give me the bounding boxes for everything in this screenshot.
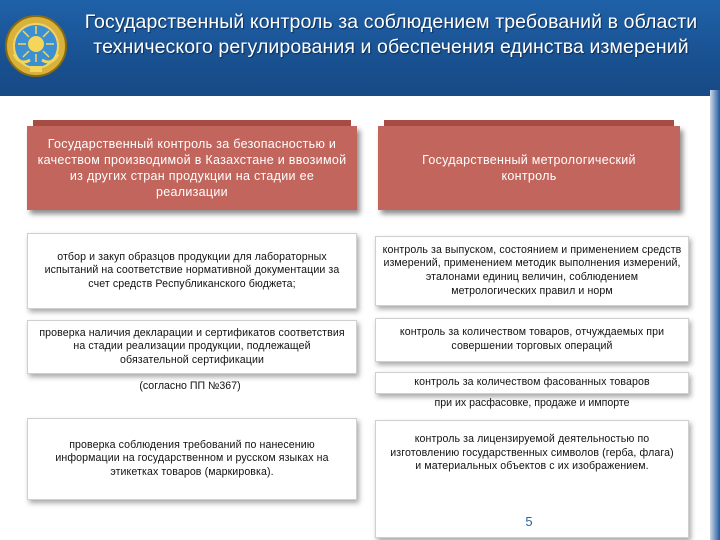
left-item-3-text: проверка соблюдения требований по нанесению информации на государственном и русском языках на этикетках товаров (маркировка). xyxy=(55,438,329,478)
right-item-3 xyxy=(375,372,689,394)
right-item-2-text: контроль за количеством товаров, отчуждаемых при совершении торговых операций xyxy=(399,326,665,352)
header-bar xyxy=(0,0,720,96)
right-heading-box xyxy=(378,126,680,210)
right-heading-text: Государственный метрологический контроль xyxy=(422,153,636,183)
left-item-2 xyxy=(27,320,357,374)
left-item-1-text: отбор и закуп образцов продукции для лабораторных испытаний на соответствие нормативной документации за счет средств Республиканского бюджета; xyxy=(44,250,340,290)
right-accent-bar xyxy=(710,90,720,540)
right-item-1-text: контроль за выпуском, состоянием и применением средств измерений, применением методик выполнения измерений, эталонами единиц величин, соблюдением метрологических правил и норм xyxy=(382,243,682,297)
kazakhstan-emblem-icon xyxy=(4,14,68,78)
left-note: (согласно ПП №367) xyxy=(139,380,241,392)
left-item-2-text: проверка наличия декларации и сертификатов соответствия на стадии реализации продукции, подлежащей обязательной сертификации xyxy=(39,326,345,366)
right-item-1 xyxy=(375,236,689,306)
left-item-3 xyxy=(27,418,357,500)
right-item-3-text: контроль за количеством фасованных товаров xyxy=(414,376,650,389)
page-number: 5 xyxy=(525,514,533,529)
slide-title: Государственный контроль за соблюдением требований в области технического регулирования и обеспечения единства измерений xyxy=(84,11,698,58)
right-item-4-text: контроль за лицензируемой деятельностью по изготовлению государственных символов (герба, флага) и материальных объектов с их изображением. xyxy=(390,433,674,473)
left-heading-text: Государственный контроль за безопасностью и качеством производимой в Казахстане и ввозимой из других стран продукции на стадии ее реализации xyxy=(37,137,347,199)
left-heading-box xyxy=(27,126,357,210)
right-item-3-continuation: при их расфасовке, продаже и импорте xyxy=(434,397,630,409)
left-item-1 xyxy=(27,233,357,309)
right-item-2 xyxy=(375,318,689,362)
